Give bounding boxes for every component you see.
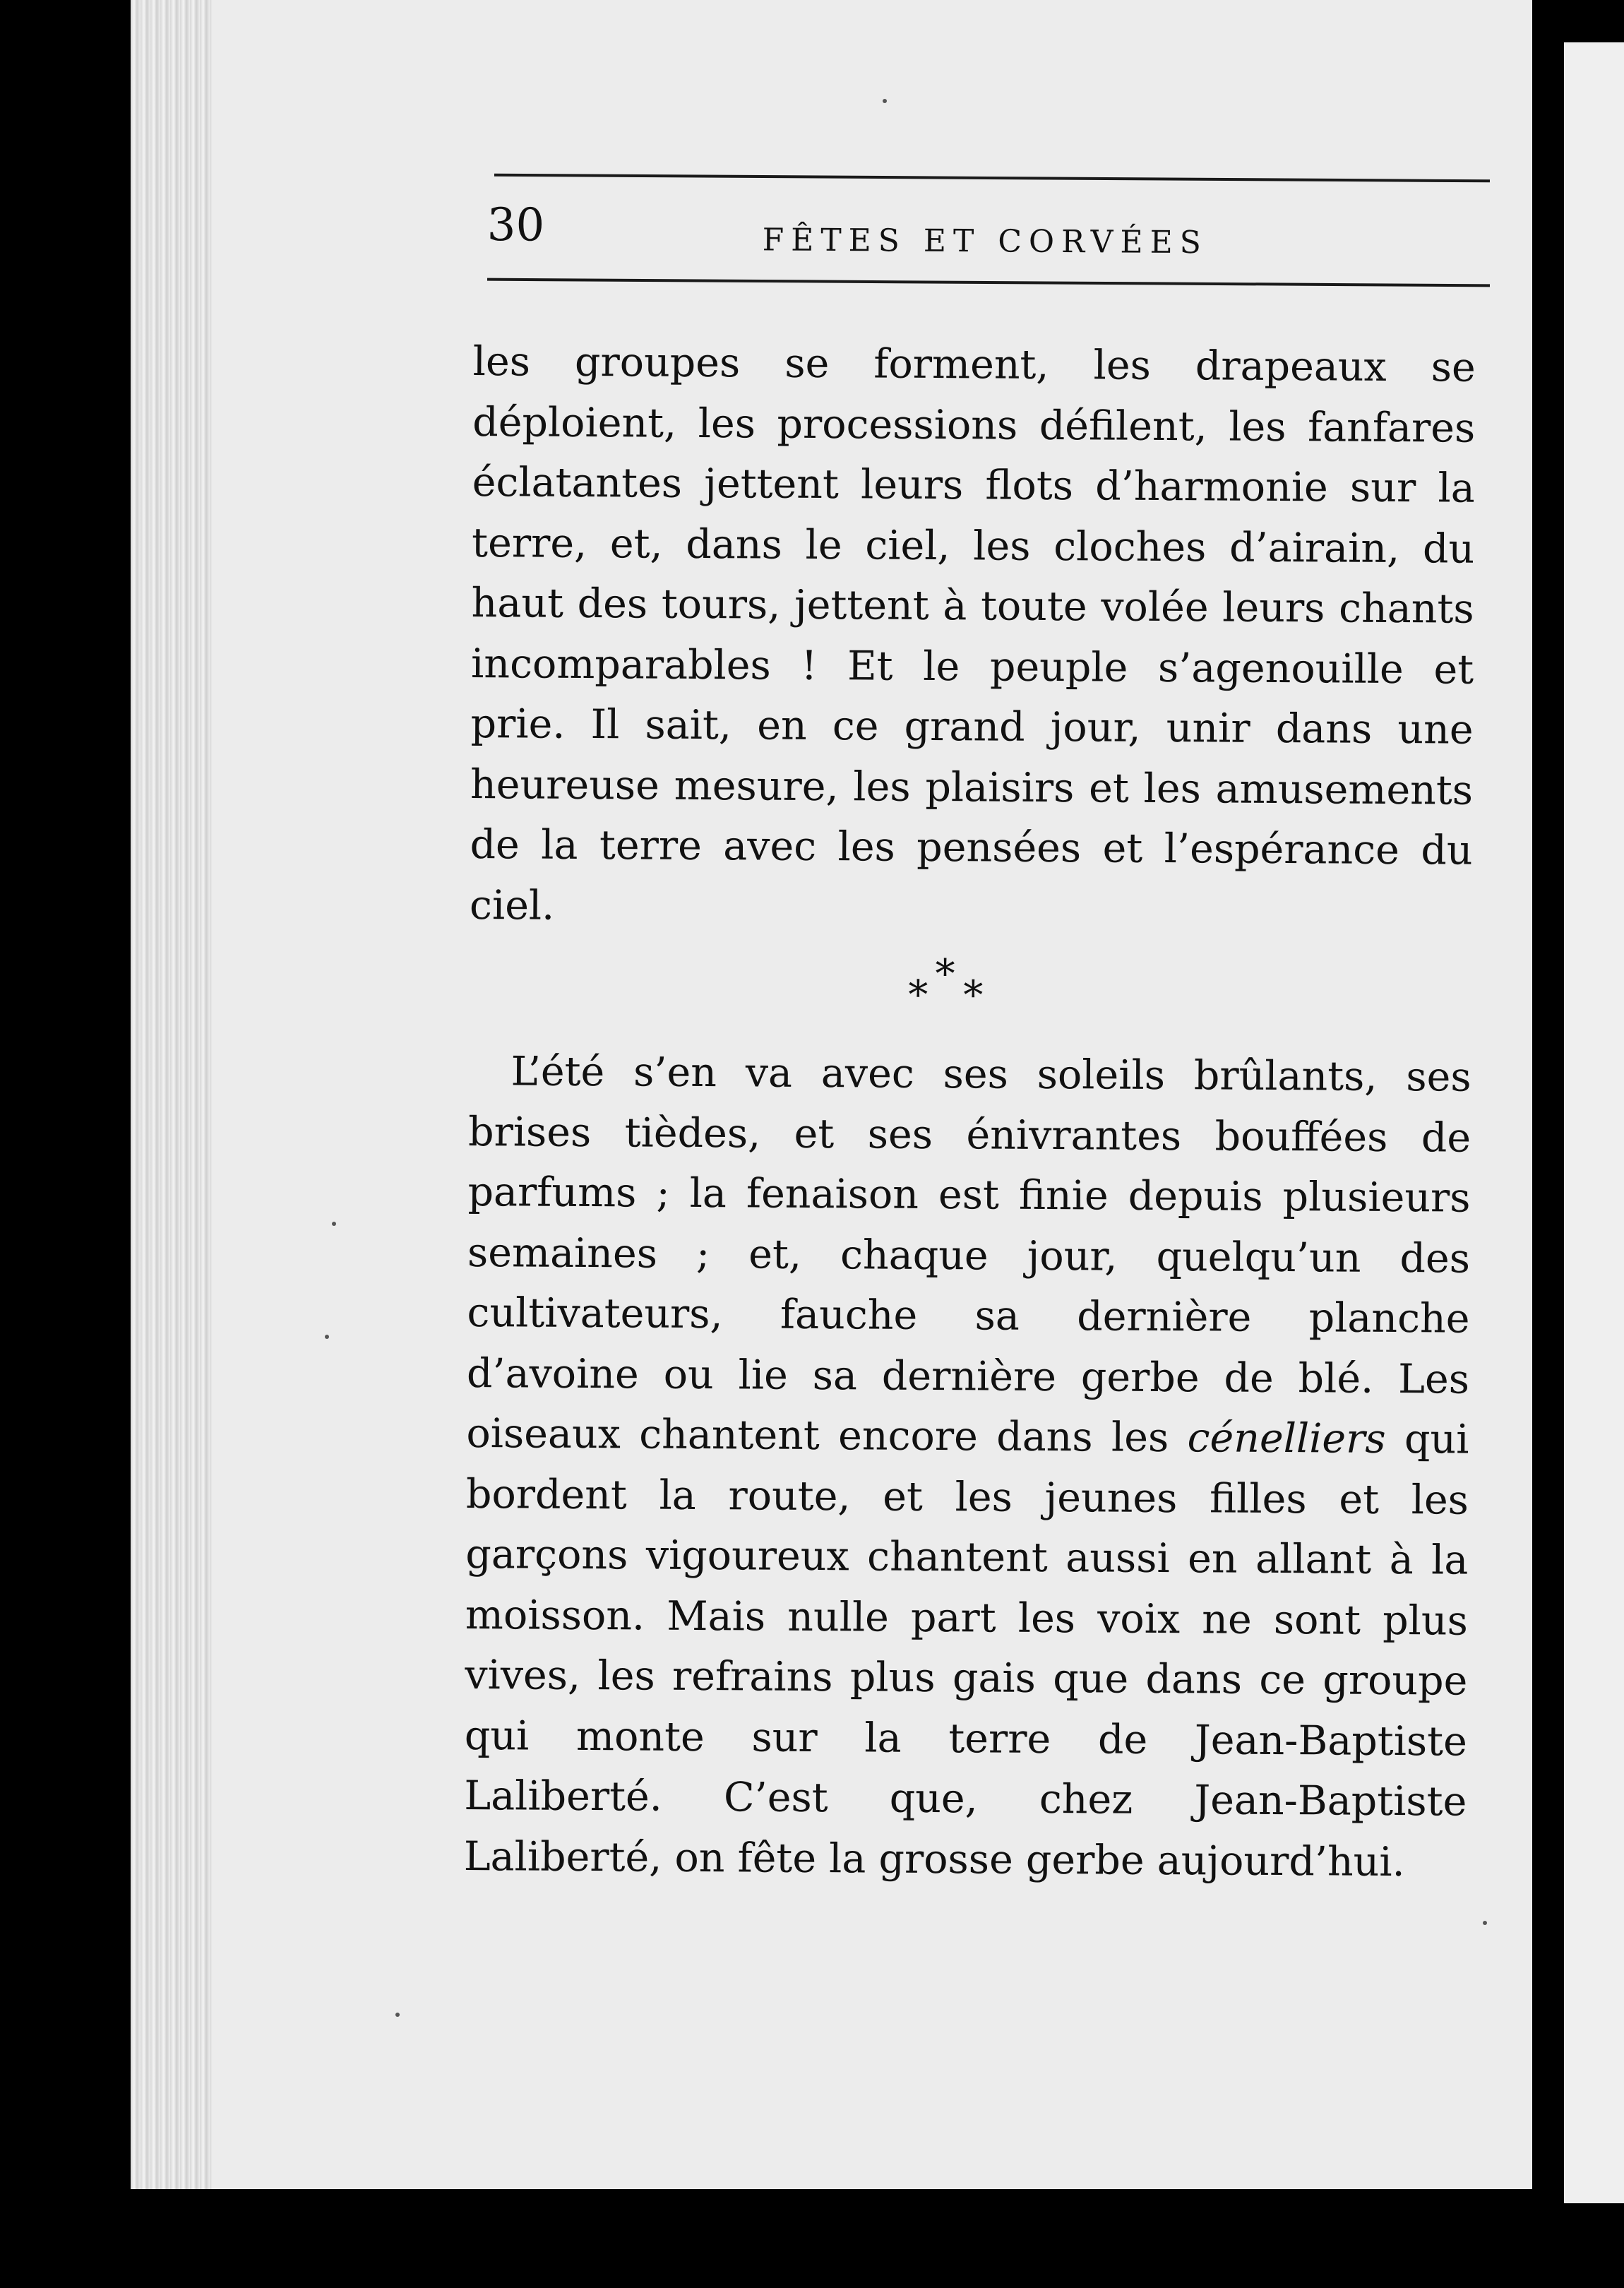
- asterisk: *: [908, 972, 929, 1018]
- dust-speck: [332, 1222, 336, 1226]
- facing-page-edge: [1564, 42, 1624, 2203]
- paragraph-1: les groupes se forment, les drapeaux se déploient, les processions défilent, les fanfares éclatantes jettent leurs flots d’harmonie sur la terre, et, dans le ciel, les cloches d’airain, du haut des tours, jettent à toute volée leurs chants incomparables ! Et le peuple s’agenouille et prie. Il sait, en ce grand jour, unir dans une heureuse mesure, les plaisirs et les amusements de la terre avec les pensées et l’espérance du ciel.: [469, 338, 1476, 929]
- paragraph-2-text-a: L’été s’en va avec ses soleils brûlants, ses brises tièdes, et ses énivrantes bouffées de parfums ; la fenaison est finie depuis plusieurs semaines ; et, chaque jour, quelqu’un des cultivateurs, fauche sa dernière planche d’avoine ou lie sa dernière gerbe de blé. Les oiseaux chantent encore dans les: [466, 1048, 1471, 1462]
- dust-speck: [883, 99, 887, 103]
- italic-word: cénelliers: [1187, 1414, 1386, 1462]
- asterisk: *: [963, 972, 984, 1019]
- running-header: [486, 199, 1490, 276]
- section-separator: [469, 936, 1472, 1048]
- dust-speck: [1483, 1921, 1487, 1925]
- page-number: 30: [486, 199, 545, 252]
- dust-speck: [395, 2013, 400, 2017]
- body-text: [464, 332, 1476, 1893]
- running-title: FÊTES ET CORVÉES: [762, 222, 1208, 261]
- paragraph-2: [464, 1042, 1471, 1893]
- dust-speck: [325, 1335, 329, 1339]
- paragraph-2-text-b: qui bordent la route, et les jeunes filles et les garçons vigoureux chantent aussi en allant à la moisson. Mais nulle part les voix ne sont plus vives, les refrains plus gais que dans ce groupe qui monte sur la terre de Jean-Baptiste Laliberté. C’est que, chez Jean-Baptiste Laliberté, on fête la grosse gerbe aujourd’hui.: [463, 1416, 1469, 1885]
- asterisk: *: [935, 951, 955, 998]
